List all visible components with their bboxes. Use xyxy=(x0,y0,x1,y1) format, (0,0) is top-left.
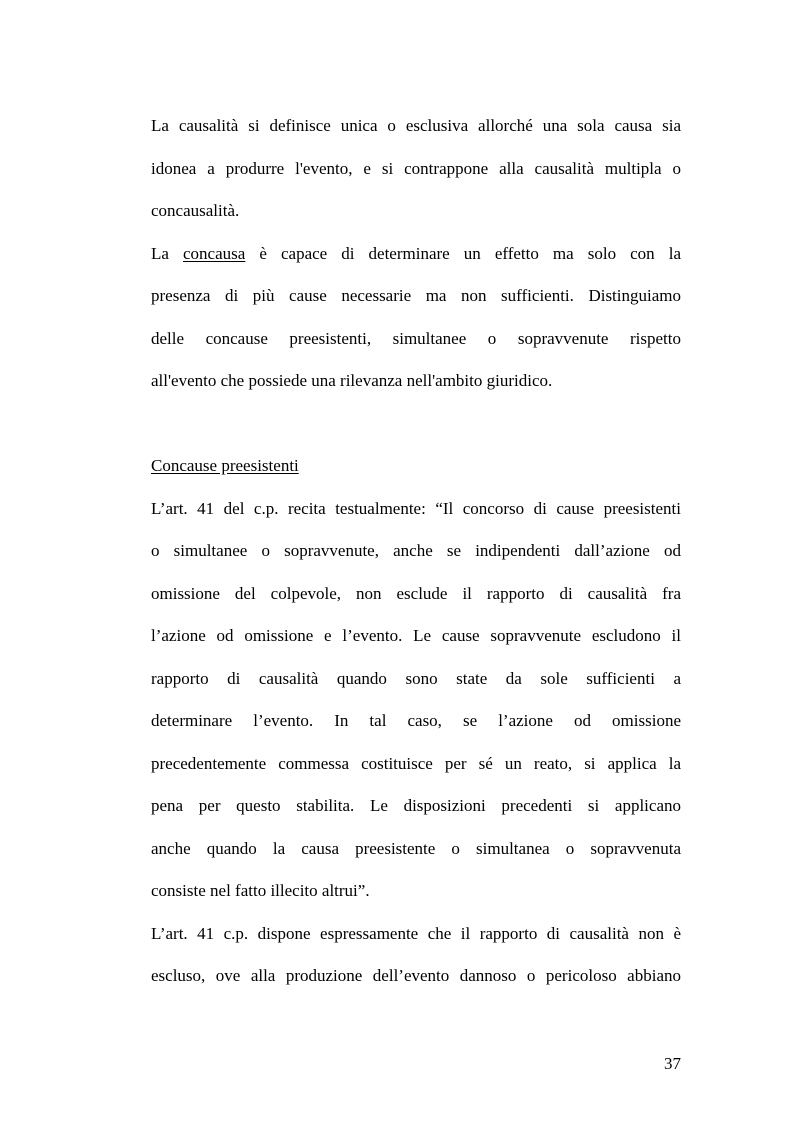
paragraph-2-line-4: all'evento che possiede una rilevanza nell'ambito giuridico. xyxy=(151,371,553,390)
paragraph-3-line-9: anche quando la causa preesistente o simultanea o sopravvenuta xyxy=(151,838,681,858)
paragraph-3-line-4: l’azione od omissione e l’evento. Le cause sopravvenute escludono il xyxy=(151,626,681,645)
paragraph-2-line-3: delle concause preesistenti, simultanee o sopravvenute rispetto xyxy=(151,328,681,348)
section-heading: Concause preesistenti xyxy=(151,456,299,475)
paragraph-3-line-10: consiste nel fatto illecito altrui”. xyxy=(151,881,370,900)
concausa-term: concausa xyxy=(183,243,246,263)
paragraph-3-line-7: precedentemente commessa costituisce per sé un reato, si applica la xyxy=(151,753,681,773)
paragraph-4-line-1: L’art. 41 c.p. dispone espressamente che il rapporto di causalità non è xyxy=(151,923,681,943)
paragraph-3-line-2: o simultanee o sopravvenute, anche se indipendenti dall’azione od xyxy=(151,541,681,560)
paragraph-1-line-1: La causalità si definisce unica o esclusiva allorché una sola causa sia xyxy=(151,116,681,135)
paragraph-1-line-3: concausalità. xyxy=(151,201,240,220)
paragraph-3-line-5: rapporto di causalità quando sono state da sole sufficienti a xyxy=(151,668,681,688)
paragraph-3-line-6: determinare l’evento. In tal caso, se l’azione od omissione xyxy=(151,711,681,730)
section-heading-line xyxy=(151,445,681,488)
paragraph-3-line-8: pena per questo stabilita. Le disposizioni precedenti si applicano xyxy=(151,796,681,815)
paragraph-3-line-3: omissione del colpevole, non esclude il rapporto di causalità fra xyxy=(151,583,681,603)
paragraph-2-rest: è capace di determinare un effetto ma solo con la xyxy=(259,243,681,263)
paragraph-1-line-2: idonea a produrre l'evento, e si contrappone alla causalità multipla o xyxy=(151,158,681,178)
paragraph-spacer xyxy=(151,403,681,446)
paragraph-2-line-2: presenza di più cause necessarie ma non sufficienti. Distinguiamo xyxy=(151,286,681,305)
paragraph-4-line-2: escluso, ove alla produzione dell’evento dannoso o pericoloso abbiano xyxy=(151,966,681,985)
paragraph-2-line-1 xyxy=(151,233,681,276)
page-number: 37 xyxy=(664,1054,681,1073)
body-text xyxy=(151,105,681,998)
paragraph-2-lead: La xyxy=(151,243,169,263)
paragraph-3-line-1: L’art. 41 del c.p. recita testualmente: “Il concorso di cause preesistenti xyxy=(151,498,681,518)
